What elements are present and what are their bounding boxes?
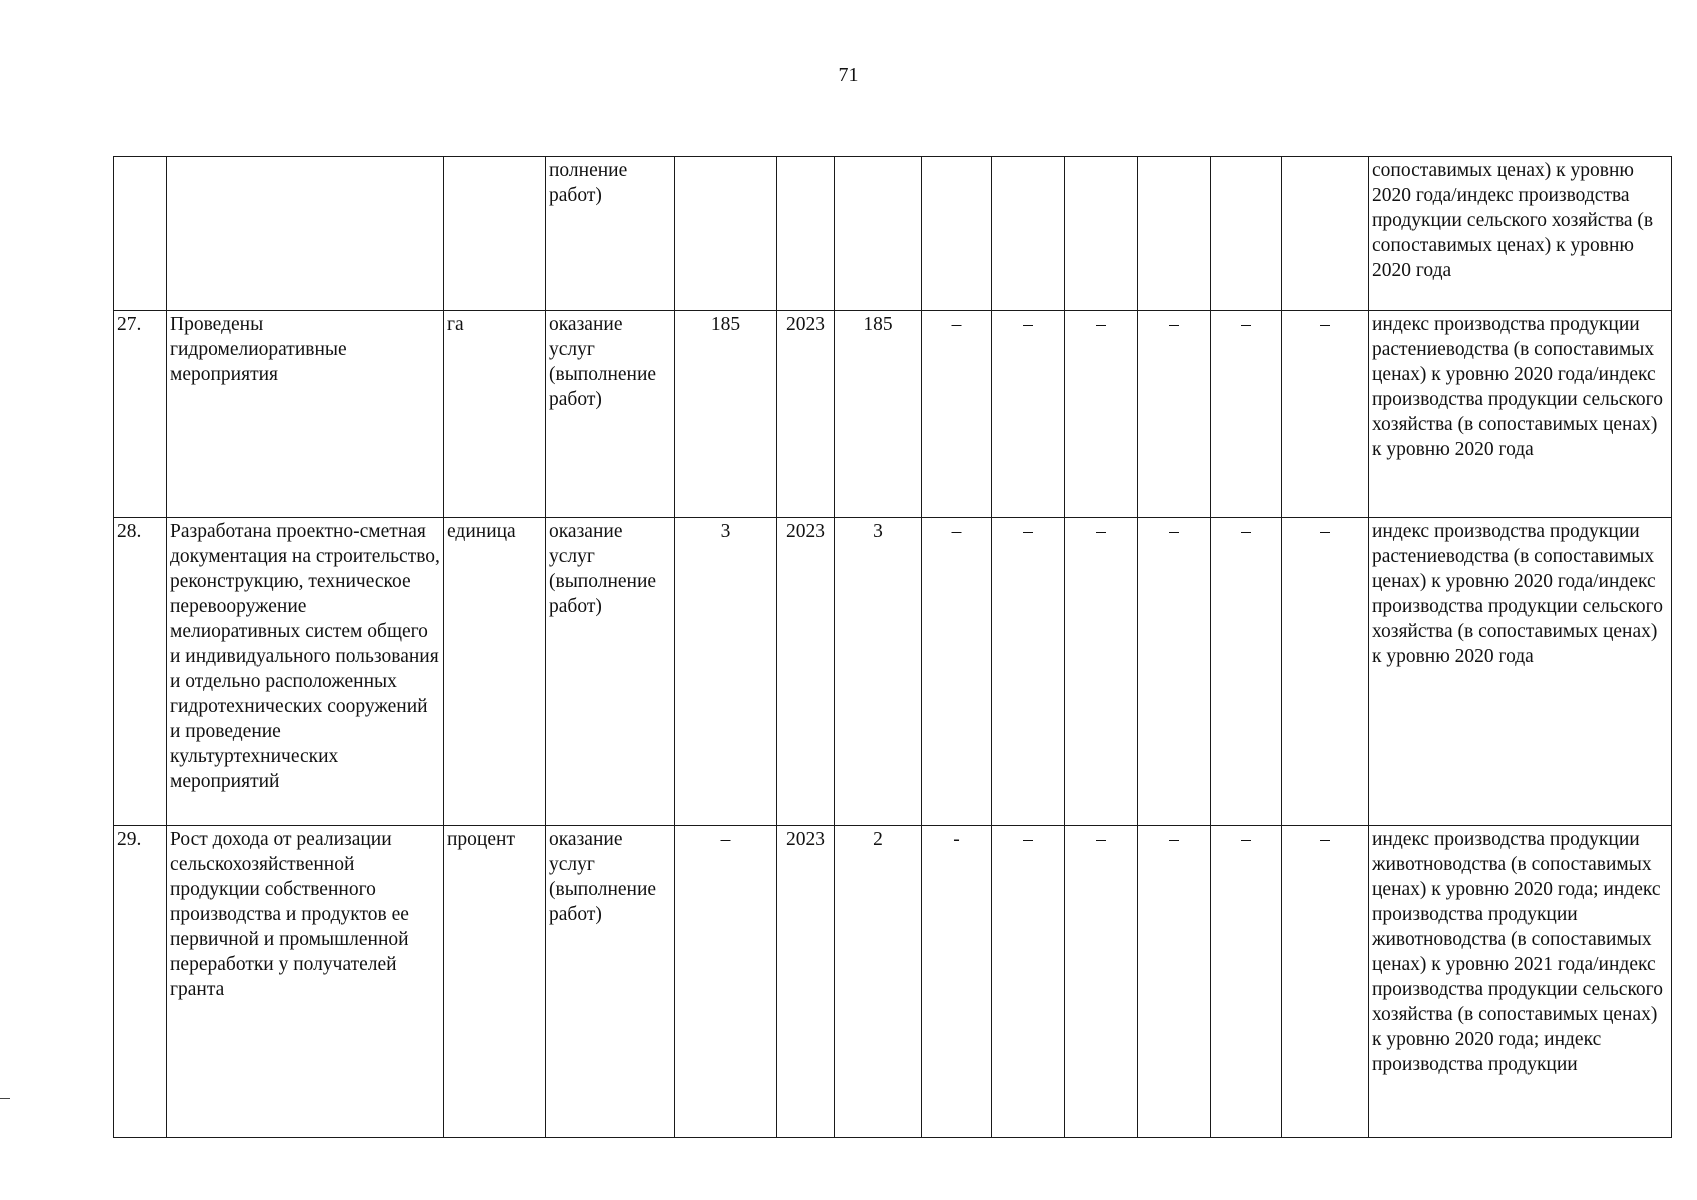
cell-base-value: – (675, 826, 777, 1138)
cell-v2: – (922, 311, 992, 518)
table-row (114, 311, 1672, 518)
table-row (114, 518, 1672, 826)
cell-v1: 2 (835, 826, 922, 1138)
cell-v4: – (1065, 518, 1138, 826)
cell-base-value: 3 (675, 518, 777, 826)
cell-v2 (922, 157, 992, 311)
cell-num: 28. (114, 518, 167, 826)
cell-name (167, 157, 444, 311)
cell-v6 (1211, 157, 1282, 311)
cell-type: оказание услуг (выполнение работ) (546, 311, 675, 518)
cell-v7 (1282, 157, 1369, 311)
cell-unit: процент (444, 826, 546, 1138)
cell-v2: - (922, 826, 992, 1138)
cell-v1 (835, 157, 922, 311)
page-number: 71 (838, 64, 859, 86)
cell-type: полнение работ) (546, 157, 675, 311)
cell-v3 (992, 157, 1065, 311)
cell-v5: – (1138, 518, 1211, 826)
cell-base-year: 2023 (777, 311, 835, 518)
cell-v7: – (1282, 311, 1369, 518)
cell-v1: 185 (835, 311, 922, 518)
cell-indicator: индекс производства продукции растениеводства (в сопоставимых ценах) к уровню 2020 года/индекс производства продукции сельского хозяйства (в сопоставимых ценах) к уровню 2020 года (1369, 518, 1672, 826)
cell-base-year: 2023 (777, 826, 835, 1138)
cell-unit (444, 157, 546, 311)
cell-v6: – (1211, 826, 1282, 1138)
cell-v7: – (1282, 518, 1369, 826)
cell-indicator: индекс производства продукции растениеводства (в сопоставимых ценах) к уровню 2020 года/индекс производства продукции сельского хозяйства (в сопоставимых ценах) к уровню 2020 года (1369, 311, 1672, 518)
cell-base-value: 185 (675, 311, 777, 518)
cell-v5: – (1138, 826, 1211, 1138)
cell-unit: единица (444, 518, 546, 826)
cell-base-year: 2023 (777, 518, 835, 826)
cell-indicator: индекс производства продукции животноводства (в сопоставимых ценах) к уровню 2020 года; индекс производства продукции животноводства (в сопоставимых ценах) к уровню 2021 года/индекс производства продукции сельского хозяйства (в сопоставимых ценах) к уровню 2020 года; индекс производства продукции (1369, 826, 1672, 1138)
cell-v6: – (1211, 311, 1282, 518)
cell-base-value (675, 157, 777, 311)
cell-v3: – (992, 826, 1065, 1138)
cell-v4: – (1065, 311, 1138, 518)
cell-v2: – (922, 518, 992, 826)
cell-type: оказание услуг (выполнение работ) (546, 826, 675, 1138)
cell-name: Рост дохода от реализации сельскохозяйственной продукции собственного производства и продуктов ее первичной и промышленной переработки у получателей гранта (167, 826, 444, 1138)
cell-name: Разработана проектно-сметная документация на строительство, реконструкцию, техническое перевооружение мелиоративных систем общего и индивидуального пользования и отдельно расположенных гидротехнических сооружений и проведение культуртехнических мероприятий (167, 518, 444, 826)
cell-num: 27. (114, 311, 167, 518)
cell-num (114, 157, 167, 311)
cell-indicator: сопоставимых ценах) к уровню 2020 года/индекс производства продукции сельского хозяйства (в сопоставимых ценах) к уровню 2020 года (1369, 157, 1672, 311)
results-table (113, 156, 1672, 1138)
cell-v6: – (1211, 518, 1282, 826)
cell-v4: – (1065, 826, 1138, 1138)
cell-v7: – (1282, 826, 1369, 1138)
cell-v1: 3 (835, 518, 922, 826)
margin-mark (0, 1098, 10, 1099)
table-row-continuation (114, 157, 1672, 311)
cell-unit: га (444, 311, 546, 518)
cell-v3: – (992, 518, 1065, 826)
cell-name: Проведены гидромелиоративные мероприятия (167, 311, 444, 518)
cell-v5: – (1138, 311, 1211, 518)
cell-v3: – (992, 311, 1065, 518)
cell-type: оказание услуг (выполнение работ) (546, 518, 675, 826)
table-row (114, 826, 1672, 1138)
cell-base-year (777, 157, 835, 311)
cell-num: 29. (114, 826, 167, 1138)
cell-v4 (1065, 157, 1138, 311)
cell-v5 (1138, 157, 1211, 311)
